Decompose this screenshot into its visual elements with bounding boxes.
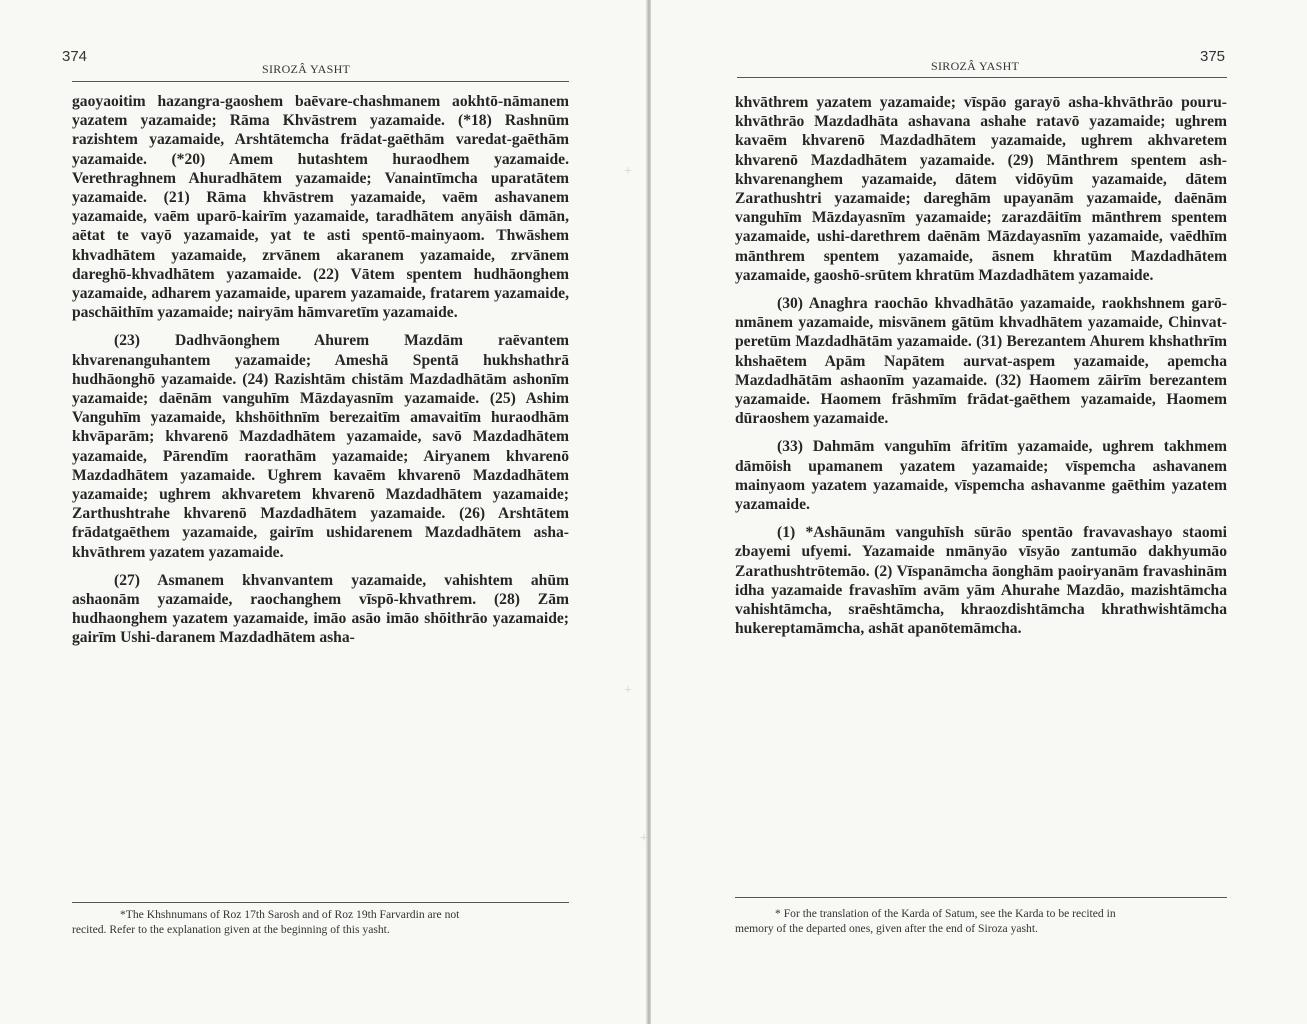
registration-mark: + [640,831,648,846]
paragraph: (23) Dadhvāonghem Ahurem Mazdām raēvantem khvarenanguhantem yazamaide; Ameshā Spentā hukhshathrā hudhāonghō yazamaide. (24) Razishtām chistām Mazdadhātām ashonīm yazamaide; daēnām vanguhīm Māzdayasnīm yazamaide. (25) Ashim Vanguhīm yazamaide, khshōithnīm berezaitīm amavaitīm huraodhām khvāparām; khvarenō Mazdadhātem yazamaide, savō Mazdadhātem yazamaide, Pārendīm raorathām yazamaide; Airyanem khvarenō Mazdadhātem yazamaide. Ughrem kavaēm khvarenō Mazdadhātem yazamaide; ughrem akhvaretem khvarenō Mazdadhātem yazamaide; Zarthushtrahe khvarenō Mazdadhātem yazamaide. (26) Arshtātem frādatgaēthem yazamaide, gairīm ushidarenem Mazdadhātem asha-khvāthrem yazatem yazamaide. [72,332,569,561]
body-text [72,92,569,657]
header-rule [737,77,1227,78]
registration-mark: + [624,164,632,179]
registration-mark: + [624,683,632,698]
paragraph: gaoyaoitim hazangra-gaoshem baēvare-chashmanem aokhtō-nāmanem yazatem yazamaide; Rāma Khvāstrem yazamaide. (*18) Rashnūm razishtem yazamaide, Arshtātemcha frādat-gaēthām varedat-gaēthām yazamaide. (*20) Amem hutashtem huraodhem yazamaide. Verethraghnem Ahuradhātem yazamaide; Vanaintīmcha uparatātem yazamaide. (21) Rāma khvāstrem yazamaide, vaēm ashavanem yazamaide, vaēm uparō-kairīm yazamaide, taradhātem anyāish dāmān, aētat te vayō yazamaide, yat te asti spentō-mainyaom. Thwāshem khvadhātem yazamaide, zrvānem akaranem yazamaide, zrvānem dareghō-khvadhātem yazamaide. (22) Vātem spentem hudhāonghem yazamaide, adharem yazamaide, uparem yazamaide, fratarem yazamaide, paschāithīm yazamaide; nairyām hāmvaretīm yazamaide. [72,93,569,322]
footnote [72,907,572,937]
paragraph: khvāthrem yazatem yazamaide; vīspāo garayō asha-khvāthrāo pouru-khvāthrāo Mazdadhāta ashavana ashahe ratavō yazamaide; ughrem kavaēm khvarenō Mazdadhātem yazamaide, ughrem akhvaretem khvarenō Mazdadhātem yazamaide. (29) Mānthrem spentem ash-khvarenanghem yazamaide, dātem vidōyūm yazamaide, dātem Zarathushtri yazamaide; dareghām upayanām yazamaide, daēnām vanguhīm Māzdayasnīm yazamaide; zarazdāitīm mānthrem spentem yazamaide, ushi-darethrem daēnām Māzdayasnīm yazamaide, vaēdhīm mānthrem spentem yazamaide, āsnem khratūm Mazdadhātem yazamaide, gaoshō-srūtem khratūm Mazdadhātem yazamaide. [735,94,1227,284]
page-number: 375 [1200,48,1226,65]
left-page [0,0,648,1024]
footnote [735,906,1230,936]
paragraph: (27) Asmanem khvanvantem yazamaide, vahishtem ahūm ashaonām yazamaide, raochanghem vīspō-khvathrem. (28) Zām hudhaonghem yazatem yazamaide, imāo asāo imāo shōithrāo yazamaide; gairīm Ushi-daranem Mazdadhātem asha- [72,571,569,647]
footnote-line: * For the translation of the Karda of Satum, see the Karda to be recited in [775,907,1116,920]
body-text [735,93,1227,647]
footnote-rule [735,897,1227,898]
right-page [651,0,1307,1024]
footnote-line: recited. Refer to the explanation given at the beginning of this yasht. [72,923,390,936]
footnote-line: memory of the departed ones, given after the end of Siroza yasht. [735,922,1038,935]
page-number: 374 [62,48,88,65]
running-head: SIROZÂ YASHT [931,59,1020,73]
footnote-rule [72,902,569,903]
paragraph: (30) Anaghra raochāo khvadhātāo yazamaide, raokhshnem garō-nmānem yazamaide, misvānem gātūm khvadhātem yazamaide, Chinvat-peretūm Mazdadhātām yazamaide. (31) Berezantem Ahurem khshathrīm khshaētem Apām Napātem aurvat-aspem yazamaide, apemcha Mazdadhātām ashaonīm yazamaide. (32) Haomem zāirīm berezantem yazamaide. Haomem frāshmīm frādat-gaēthem yazamaide, Haomem dūraoshem yazamaide. [735,295,1227,428]
footnote-line: *The Khshnumans of Roz 17th Sarosh and of Roz 19th Farvardin are not [120,908,460,921]
paragraph: (33) Dahmām vanguhīm āfritīm yazamaide, ughrem takhmem dāmōish upamanem yazatem yazamaide; vīspemcha ashavanem mainyaom yazatem yazamaide, vīspemcha ashavanme gaēthim yazatem yazamaide. [735,438,1227,514]
paragraph: (1) *Ashāunām vanguhīsh sūrāo spentāo fravavashayo staomi zbayemi ufyemi. Yazamaide nmānyāo vīsyāo zantumāo dakhyumāo Zarathushtrōtemāo. (2) Vīspanāmcha āonghām paoiryanām fravashinām idha yazamaide fravashīm avām yām Ahurahe Mazdāo, mazishtāmcha vahishtāmcha, sraēshtāmcha, khraozdishtāmcha khrathwishtāmcha hukereptamāmcha, ashāt apanōtemāmcha. [735,524,1227,638]
running-head: SIROZÂ YASHT [262,62,351,76]
header-rule [72,81,569,82]
